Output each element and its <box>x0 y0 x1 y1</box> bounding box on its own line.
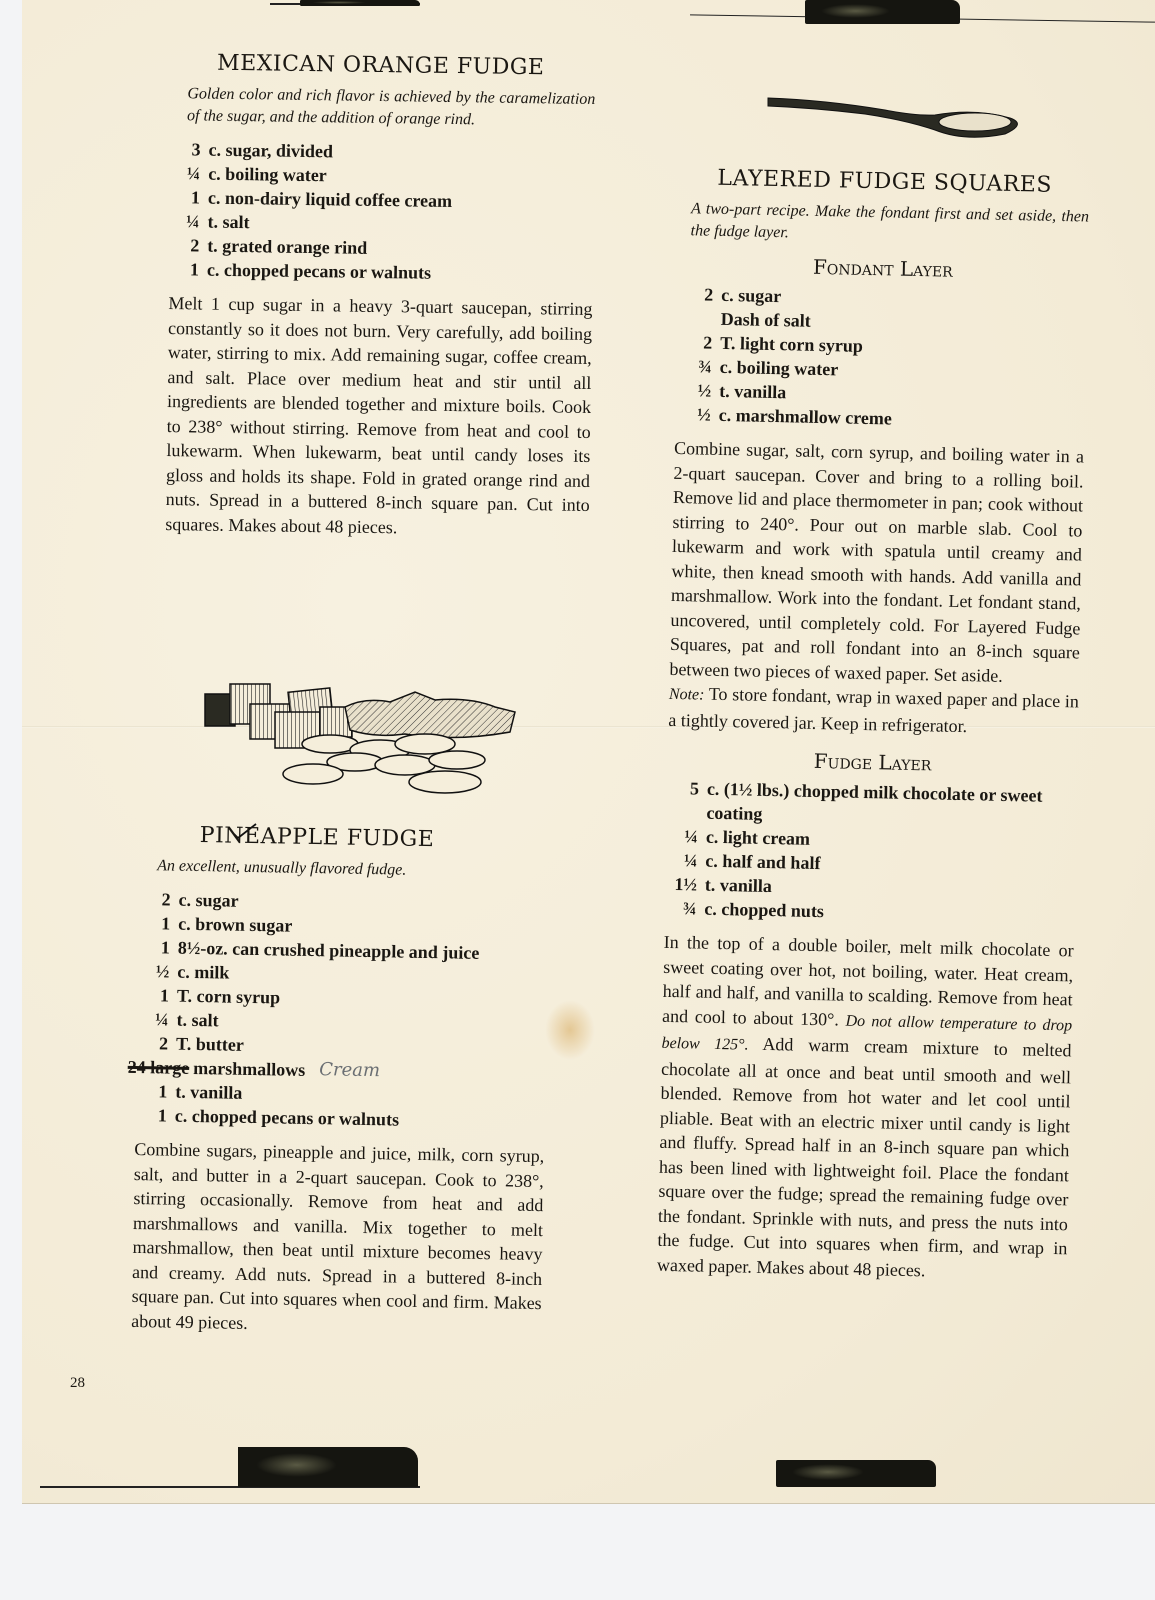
ingredient: 1 t. vanilla <box>158 1081 243 1103</box>
section-heading-fondant: Fondant Layer <box>812 254 953 282</box>
ingredient: ¼ t. salt <box>154 1009 219 1031</box>
ingredient: 3 c. sugar, divided <box>191 139 334 162</box>
ingredient: 2 T. butter <box>158 1033 244 1055</box>
ingredient: 1 c. chopped pecans or walnuts <box>189 259 432 283</box>
recipe-layered-fudge-squares <box>657 165 1090 1285</box>
ingredient-list <box>664 776 1077 929</box>
ingredient: ¼ c. light cream <box>684 826 811 849</box>
ingredient: 2 t. grated orange rind <box>190 235 368 258</box>
top-tab-left <box>300 0 420 6</box>
ingredient: 1½ t. vanilla <box>674 874 773 897</box>
ingredient: 2 c. sugar <box>161 889 239 911</box>
ingredient: ½ c. milk <box>155 961 230 983</box>
spoon-illustration <box>765 90 1025 145</box>
ingredient: ¾ c. chopped nuts <box>682 898 825 922</box>
page-number: 28 <box>70 1375 85 1391</box>
section-heading-fudge: Fudge Layer <box>813 748 932 776</box>
bottom-tab-right <box>776 1460 936 1487</box>
recipe-title: MEXICAN ORANGE FUDGE <box>216 50 545 81</box>
recipe-method: Combine sugars, pineapple and juice, milk, corn syrup, salt, and butter in a 2-quart saucepan. Cook to 238°, stirring occasionally. Remove from heat and add marshmallows and vanilla. Mix together to melt marshmallow, then beat until mixture becomes heavy and creamy. Add nuts. Spread in a buttered 8-inch square pan. Cut into squares when cool and firm. Makes about 49 pieces. <box>131 1138 545 1333</box>
ingredient: ¾ c. boiling water <box>698 356 839 380</box>
ingredient-struck: 24 large marshmallows Cream <box>127 1056 381 1082</box>
ingredient: ½ t. vanilla <box>697 380 787 403</box>
note-label: Note: <box>668 685 705 704</box>
ingredient: 2 c. sugar <box>704 284 782 307</box>
ingredient: 1 T. corn syrup <box>159 985 281 1008</box>
recipe-intro: Golden color and rich flavor is achieved by the caramelization of the sugar, and the addition of orange rind. <box>186 85 596 129</box>
ingredient: ¼ c. half and half <box>683 850 821 874</box>
recipe-mexican-orange-fudge <box>159 50 596 542</box>
ingredient: 1 c. brown sugar <box>161 913 293 936</box>
ingredient-list <box>163 137 595 287</box>
ingredient-list <box>675 282 1088 435</box>
temperature-warning: Do not allow temperature to drop below 125°. <box>661 1012 1073 1054</box>
ingredient-list <box>127 887 549 1134</box>
recipe-pineapple-fudge <box>127 822 550 1340</box>
bottom-tab-left <box>238 1447 418 1487</box>
ingredient: 5 c. (1½ lbs.) chopped milk chocolate or sweet coating <box>689 778 1043 824</box>
recipe-intro: A two-part recipe. Make the fondant first and set aside, then the fudge layer. <box>690 200 1090 242</box>
fudge-and-candies-illustration <box>195 672 535 802</box>
ingredient: 1 8½-oz. can crushed pineapple and juice <box>160 937 480 963</box>
left-column <box>166 50 596 536</box>
ingredient: Dash of salt <box>720 308 811 331</box>
top-tab-right <box>805 0 960 24</box>
ingredient: 1 c. chopped pecans or walnuts <box>157 1105 400 1130</box>
fondant-method: Combine sugar, salt, corn syrup, and boiling water in a 2-quart saucepan. Cover and bring to a rolling boil. Remove lid and place thermometer in pan; cook without stirring to 240°. Pour out on marble slab. Cool to lukewarm and work with spatula until creamy and white, then knead smooth with hands. Add vanilla and marshmallow. Work into the fondant. Let fondant stand, uncovered, until completely cold. For Layered Fudge Squares, pat and roll fondant into an 8-inch square between two pieces of waxed paper. Set aside. <box>669 437 1085 686</box>
handwritten-note: Cream <box>319 1059 381 1082</box>
recipe-method: Melt 1 cup sugar in a heavy 3-quart saucepan, stirring constantly so it does not burn. Very carefully, add boiling water, stirring to mix. Add remaining sugar, coffee cream, and salt. Place over medium heat and stir until all ingredients are blended together and mixture boils. Cook to 238° without stirring. Remove from heat and cool to lukewarm. When lukewarm, beat until candy loses its gloss and holds its shape. Fold in grated orange rind and nuts. Spread in a buttered 8-inch square pan. Cut into squares. Makes about 48 pieces. <box>165 293 593 537</box>
ingredient: 1 c. non-dairy liquid coffee cream <box>190 187 453 212</box>
recipe-intro: An excellent, unusually flavored fudge. <box>157 857 407 879</box>
recipe-title: PINEAPPLE FUDGE <box>199 823 435 853</box>
fondant-note: Note: To store fondant, wrap in waxed paper and place in a tightly covered jar. Keep in refrigerator. <box>668 683 1080 736</box>
ingredient: ¼ c. boiling water <box>186 163 327 186</box>
paper-stain <box>545 1000 595 1060</box>
right-column <box>656 165 1090 1280</box>
fudge-method: In the top of a double boiler, melt milk chocolate or sweet coating over hot, not boiling, water. Heat cream, half and half, and vanilla to scalding. Remove from heat and cool to about 130°. Do not allow temperature to drop below 125°. Add warm cream mixture to melted chocolate all at once and beat until smooth and well blended. Remove from hot water and let cool until pliable. Beat with an electric mixer until candy is light and fluffy. Spread half in an 8-inch square pan which has been lined with lightweight foil. Place the fondant square over the fudge; spread the remaining fudge over the fondant. Sprinkle with nuts, and press the nuts into the fudge. Cut into squares when firm, and wrap in waxed paper. Makes about 48 pieces. <box>656 931 1074 1280</box>
recipe-title: LAYERED FUDGE SQUARES <box>717 165 1053 198</box>
left-column-lower <box>127 822 550 1333</box>
struck-quantity: 24 large <box>127 1056 190 1078</box>
ingredient: ½ c. marshmallow creme <box>697 404 893 429</box>
ingredient: 2 T. light corn syrup <box>703 332 864 356</box>
ingredient: ¼ t. salt <box>185 211 250 233</box>
